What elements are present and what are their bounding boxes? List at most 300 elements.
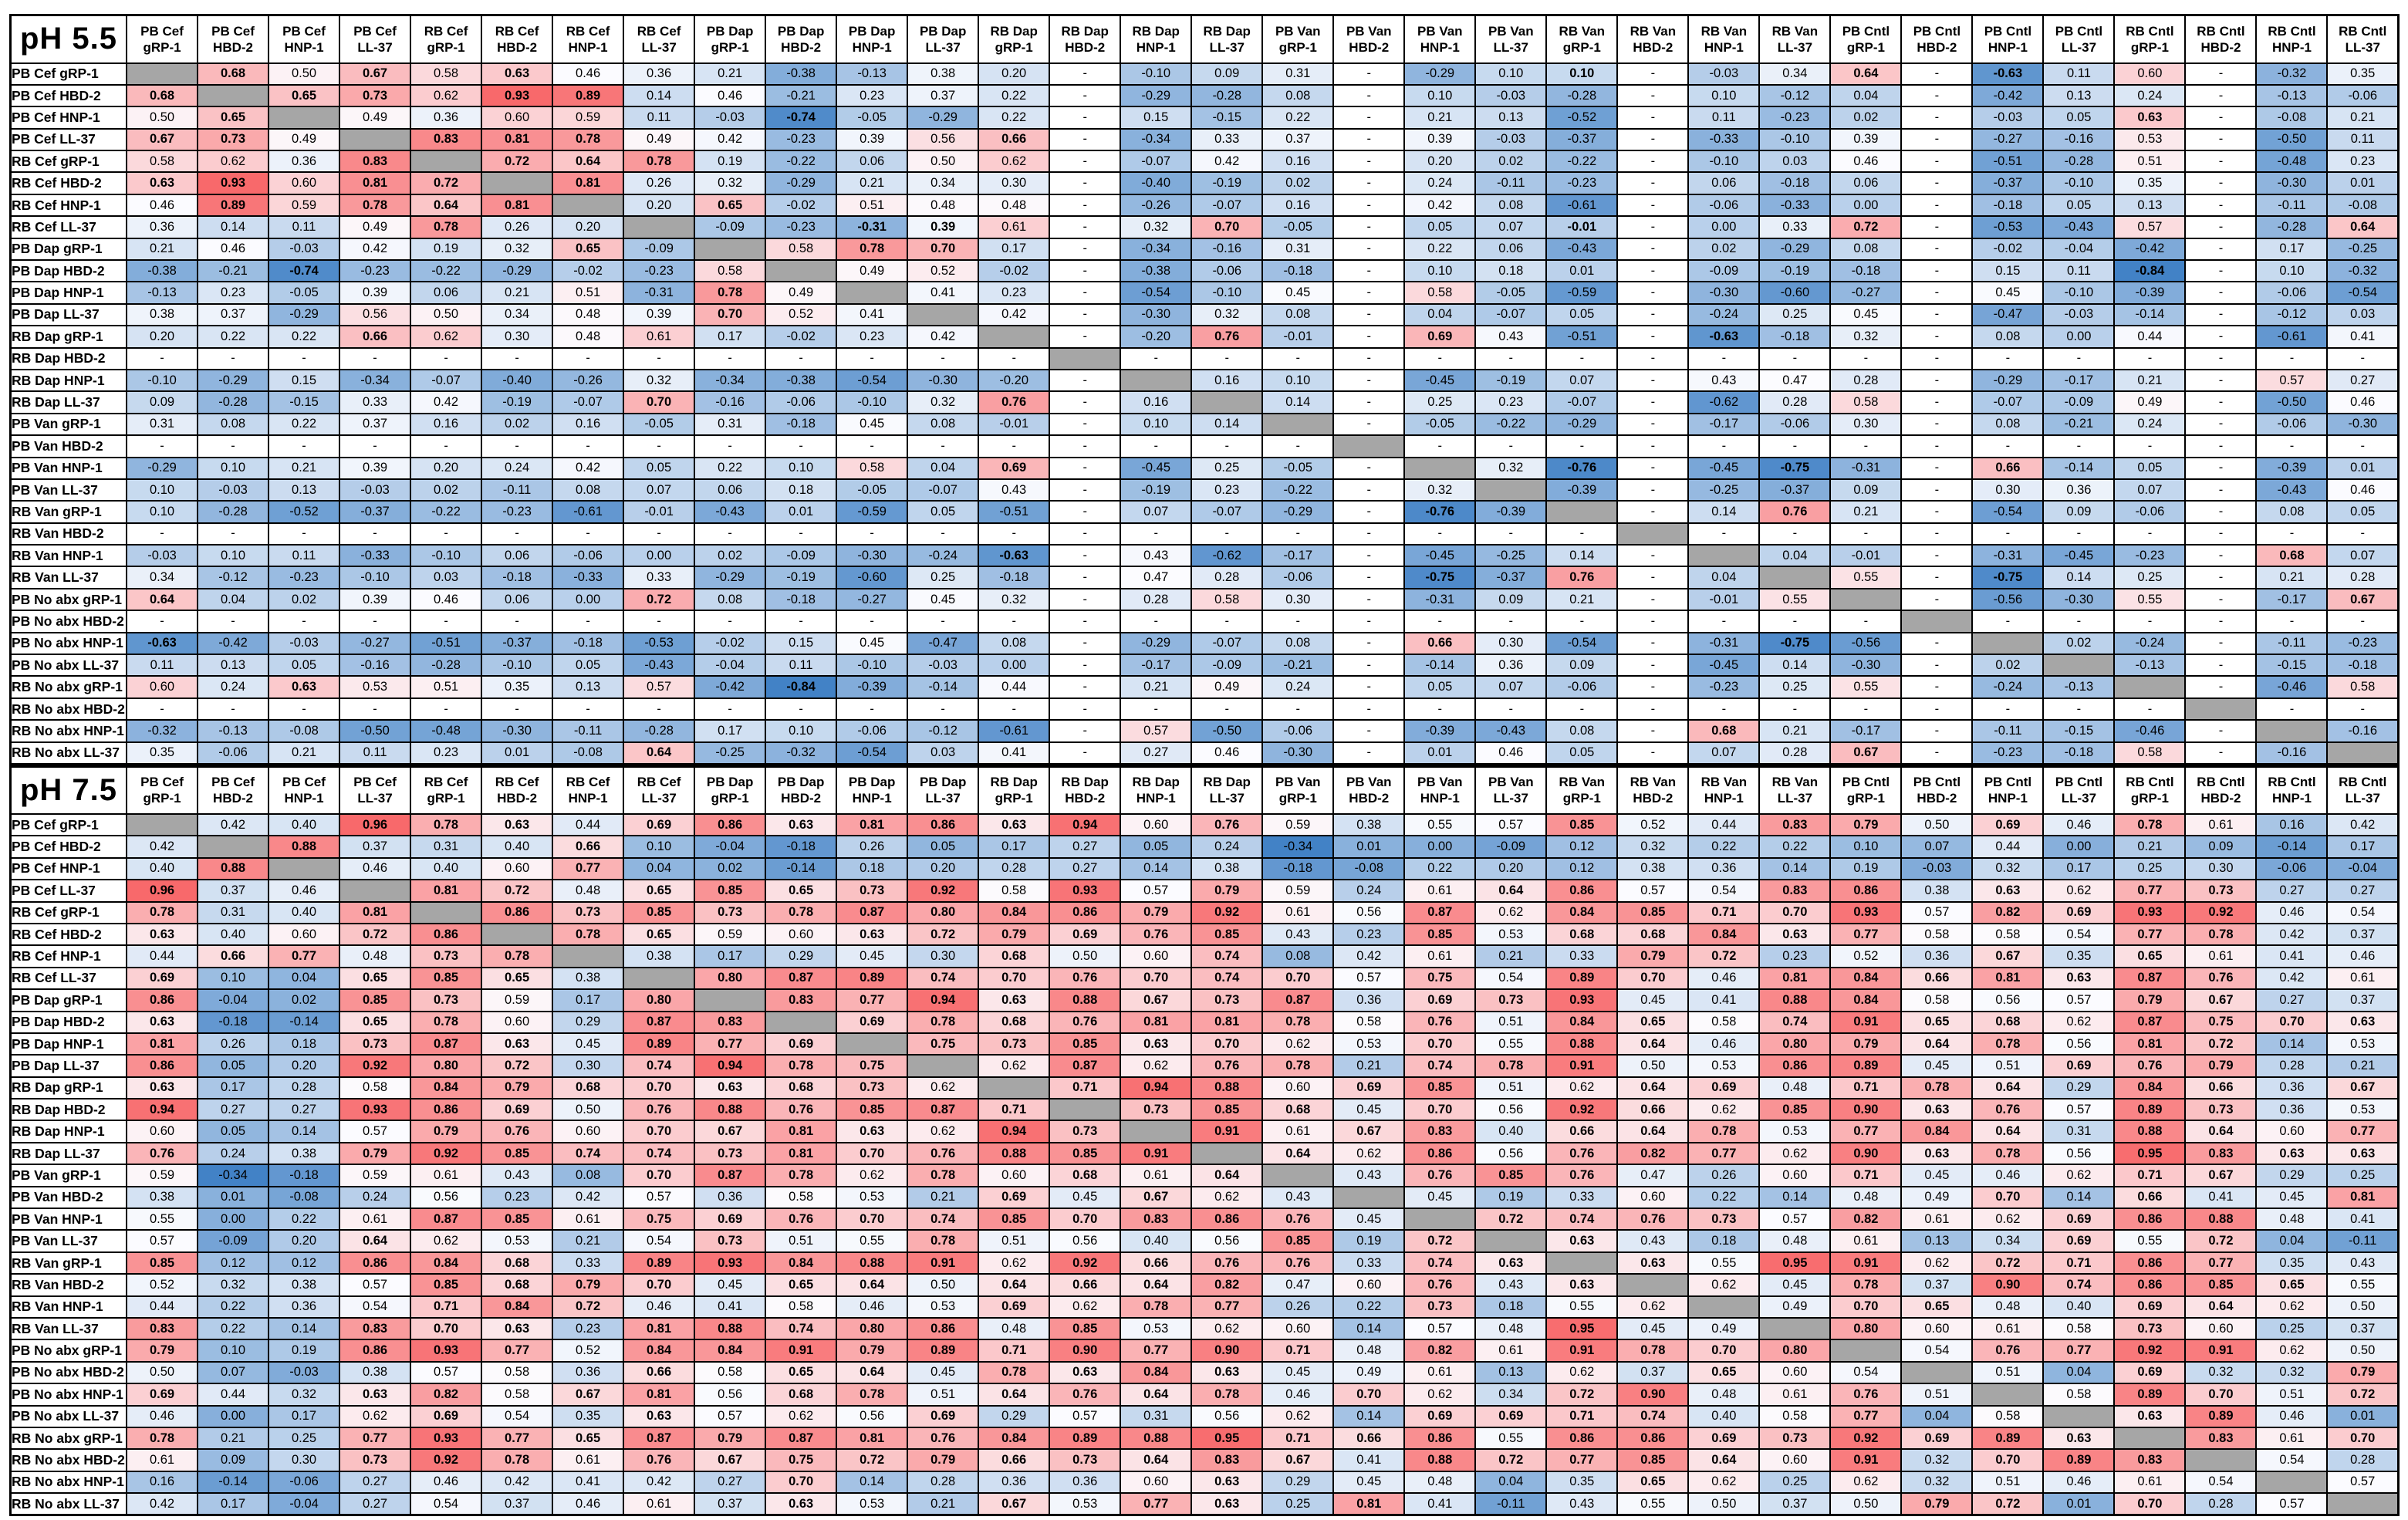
matrix-cell: 0.81: [1972, 968, 2043, 989]
matrix-cell: -0.56: [1972, 589, 2043, 610]
matrix-cell: -: [481, 698, 552, 720]
matrix-cell: -0.32: [2256, 63, 2327, 85]
matrix-cell: 0.36: [2256, 1099, 2327, 1120]
matrix-cell: 0.28: [2327, 566, 2398, 588]
matrix-cell: 0.42: [1191, 150, 1262, 172]
matrix-cell: 0.42: [623, 1471, 694, 1493]
col-header-pb-cntl-grp-1: PB Cntl gRP-1: [1830, 15, 1901, 63]
matrix-cell: 0.30: [268, 1449, 339, 1471]
matrix-cell: 0.45: [2256, 1187, 2327, 1208]
row-label: PB Cef HNP-1: [11, 106, 127, 128]
matrix-cell: 0.63: [836, 924, 907, 945]
matrix-cell: 0.46: [410, 1471, 481, 1493]
matrix-cell: -0.45: [1404, 545, 1475, 566]
matrix-cell: 0.46: [2256, 1406, 2327, 1427]
matrix-cell: -: [1617, 610, 1688, 632]
matrix-cell: -: [1901, 414, 1972, 435]
matrix-cell: 0.89: [836, 968, 907, 989]
matrix-cell: 0.13: [552, 676, 623, 698]
matrix-cell: 0.64: [1688, 1449, 1759, 1471]
matrix-cell: 0.46: [198, 238, 268, 260]
matrix-cell: 0.88: [1191, 1077, 1262, 1099]
matrix-cell: 0.23: [1191, 479, 1262, 501]
matrix-cell: 0.42: [410, 391, 481, 413]
matrix-cell: 0.62: [2043, 1164, 2114, 1186]
matrix-cell: 0.78: [978, 1362, 1049, 1383]
matrix-cell: -0.29: [1120, 85, 1191, 106]
matrix-cell: -0.09: [765, 545, 836, 566]
matrix-cell: 0.21: [1830, 501, 1901, 522]
matrix-cell: 0.19: [694, 150, 765, 172]
matrix-cell: -: [2043, 435, 2114, 457]
matrix-row: [11, 391, 2399, 413]
matrix-cell: [1617, 523, 1688, 545]
matrix-cell: 0.62: [1191, 1318, 1262, 1339]
row-label: PB Van LL-37: [11, 479, 127, 501]
matrix-cell: 0.36: [1688, 858, 1759, 880]
matrix-cell: -0.84: [765, 676, 836, 698]
matrix-cell: 0.46: [1688, 1033, 1759, 1055]
matrix-cell: 0.61: [1830, 1230, 1901, 1251]
matrix-cell: -: [623, 435, 694, 457]
matrix-cell: [1759, 1318, 1830, 1339]
matrix-cell: 0.76: [907, 1143, 978, 1164]
matrix-cell: 0.63: [127, 924, 198, 945]
matrix-cell: 0.76: [1191, 1055, 1262, 1076]
matrix-cell: -: [1333, 501, 1404, 522]
matrix-cell: 0.61: [1262, 1120, 1333, 1142]
matrix-cell: -: [1759, 348, 1830, 370]
matrix-cell: 0.36: [623, 63, 694, 85]
matrix-cell: -0.06: [2256, 414, 2327, 435]
matrix-cell: 0.64: [1120, 1383, 1191, 1405]
matrix-cell: 0.92: [1546, 1099, 1617, 1120]
matrix-cell: 0.36: [410, 106, 481, 128]
matrix-cell: -0.22: [1546, 150, 1617, 172]
matrix-cell: 0.02: [1972, 654, 2043, 676]
matrix-cell: -: [1617, 501, 1688, 522]
matrix-cell: 0.57: [694, 1406, 765, 1427]
col-header-pb-van-ll-37: PB Van LL-37: [1475, 15, 1546, 63]
matrix-cell: 0.07: [198, 1362, 268, 1383]
matrix-cell: 0.70: [836, 1143, 907, 1164]
matrix-cell: -0.39: [2114, 282, 2185, 303]
matrix-cell: 0.44: [1972, 836, 2043, 857]
matrix-cell: 0.43: [1262, 924, 1333, 945]
matrix-cell: [1333, 1187, 1404, 1208]
matrix-cell: 0.66: [1617, 1099, 1688, 1120]
matrix-cell: 0.22: [1333, 1296, 1404, 1318]
matrix-cell: -: [1617, 238, 1688, 260]
matrix-cell: 0.01: [2327, 458, 2398, 479]
matrix-cell: 0.08: [552, 479, 623, 501]
matrix-cell: 0.22: [1688, 836, 1759, 857]
matrix-cell: 0.20: [1475, 858, 1546, 880]
matrix-row: [11, 742, 2399, 764]
matrix-cell: 0.58: [127, 150, 198, 172]
matrix-cell: 0.26: [1688, 1164, 1759, 1186]
matrix-cell: 0.76: [1617, 1208, 1688, 1230]
matrix-cell: -: [1688, 610, 1759, 632]
matrix-cell: -: [552, 610, 623, 632]
matrix-cell: 0.05: [907, 501, 978, 522]
matrix-cell: -0.08: [2327, 194, 2398, 216]
row-label: RB Dap HNP-1: [11, 1120, 127, 1142]
matrix-row: [11, 1318, 2399, 1339]
matrix-cell: 0.10: [765, 458, 836, 479]
matrix-cell: 0.51: [978, 1230, 1049, 1251]
matrix-cell: 0.41: [978, 742, 1049, 764]
matrix-cell: 0.53: [1688, 1055, 1759, 1076]
matrix-cell: 0.58: [694, 260, 765, 282]
matrix-cell: 0.71: [1546, 1406, 1617, 1427]
matrix-cell: 0.51: [2114, 150, 2185, 172]
matrix-cell: 0.84: [1688, 924, 1759, 945]
matrix-row: [11, 1449, 2399, 1471]
matrix-cell: 0.28: [1759, 742, 1830, 764]
matrix-cell: -0.25: [1688, 479, 1759, 501]
row-label: PB No abx HBD-2: [11, 610, 127, 632]
matrix-cell: 0.40: [1120, 1230, 1191, 1251]
matrix-cell: 0.67: [1830, 742, 1901, 764]
matrix-cell: 0.54: [410, 1493, 481, 1515]
matrix-cell: 0.46: [2327, 479, 2398, 501]
matrix-cell: -0.28: [1546, 85, 1617, 106]
matrix-cell: 0.64: [2185, 1296, 2256, 1318]
matrix-cell: 0.23: [198, 282, 268, 303]
matrix-cell: 0.28: [1191, 566, 1262, 588]
matrix-cell: 0.14: [1759, 654, 1830, 676]
matrix-cell: 0.04: [2256, 1230, 2327, 1251]
matrix-cell: -0.30: [1120, 304, 1191, 326]
matrix-cell: -: [2185, 194, 2256, 216]
matrix-cell: 0.84: [1120, 1362, 1191, 1383]
matrix-cell: 0.80: [836, 1318, 907, 1339]
matrix-cell: 0.78: [1262, 1012, 1333, 1033]
matrix-row: [11, 326, 2399, 347]
matrix-cell: 0.08: [907, 414, 978, 435]
matrix-cell: -0.03: [694, 106, 765, 128]
matrix-cell: 0.57: [1120, 720, 1191, 741]
matrix-cell: [694, 238, 765, 260]
matrix-cell: -: [2114, 610, 2185, 632]
matrix-cell: -0.61: [2256, 326, 2327, 347]
matrix-cell: 0.71: [978, 1339, 1049, 1361]
matrix-cell: -: [1901, 326, 1972, 347]
matrix-cell: -: [1262, 348, 1333, 370]
matrix-cell: -: [1333, 654, 1404, 676]
matrix-cell: -0.07: [1191, 501, 1262, 522]
matrix-cell: 0.70: [1830, 1296, 1901, 1318]
matrix-cell: -: [1617, 391, 1688, 413]
matrix-cell: [1333, 435, 1404, 457]
matrix-cell: -: [1617, 63, 1688, 85]
matrix-cell: 0.58: [765, 238, 836, 260]
matrix-cell: 0.79: [978, 924, 1049, 945]
matrix-cell: 0.58: [1688, 1012, 1759, 1033]
matrix-cell: -: [127, 610, 198, 632]
matrix-cell: -: [1333, 370, 1404, 391]
matrix-cell: 0.65: [1901, 1012, 1972, 1033]
matrix-cell: 0.69: [481, 1099, 552, 1120]
row-label: RB Van gRP-1: [11, 501, 127, 522]
matrix-cell: -0.10: [836, 654, 907, 676]
matrix-cell: 0.87: [410, 1033, 481, 1055]
matrix-cell: -: [2185, 654, 2256, 676]
matrix-cell: 0.25: [1404, 391, 1475, 413]
row-label: RB No abx LL-37: [11, 1493, 127, 1515]
matrix-cell: 0.86: [907, 1318, 978, 1339]
matrix-cell: [1404, 458, 1475, 479]
matrix-row: [11, 260, 2399, 282]
matrix-row: [11, 479, 2399, 501]
matrix-cell: -: [198, 435, 268, 457]
matrix-cell: 0.16: [127, 1471, 198, 1493]
matrix-cell: 0.86: [410, 924, 481, 945]
matrix-cell: 0.38: [1617, 858, 1688, 880]
matrix-cell: 0.69: [410, 1406, 481, 1427]
matrix-cell: -: [1901, 172, 1972, 194]
matrix-cell: 0.87: [1049, 1055, 1120, 1076]
matrix-cell: 0.46: [836, 1296, 907, 1318]
matrix-cell: -: [836, 610, 907, 632]
matrix-cell: 0.94: [907, 989, 978, 1011]
matrix-cell: 0.77: [1546, 1449, 1617, 1471]
matrix-cell: 0.63: [481, 814, 552, 836]
matrix-cell: -: [836, 523, 907, 545]
matrix-cell: 0.53: [481, 1230, 552, 1251]
matrix-cell: 0.56: [1972, 989, 2043, 1011]
matrix-cell: -0.26: [552, 370, 623, 391]
matrix-cell: 0.46: [410, 589, 481, 610]
col-header-pb-van-grp-1: PB Van gRP-1: [1262, 15, 1333, 63]
matrix-cell: 0.50: [1901, 814, 1972, 836]
matrix-cell: 0.36: [552, 1362, 623, 1383]
matrix-cell: 0.26: [623, 172, 694, 194]
matrix-cell: 0.69: [1404, 989, 1475, 1011]
matrix-cell: 0.50: [127, 106, 198, 128]
matrix-cell: -0.09: [1475, 836, 1546, 857]
matrix-cell: 0.43: [978, 479, 1049, 501]
matrix-cell: 0.17: [198, 1077, 268, 1099]
matrix-cell: -: [765, 610, 836, 632]
matrix-cell: -: [2185, 742, 2256, 764]
matrix-cell: 0.77: [2185, 1252, 2256, 1274]
matrix-cell: 0.22: [268, 1208, 339, 1230]
matrix-cell: -0.02: [765, 326, 836, 347]
matrix-cell: -0.54: [2327, 282, 2398, 303]
matrix-cell: 0.73: [410, 945, 481, 967]
matrix-cell: 0.21: [2114, 370, 2185, 391]
matrix-cell: 0.34: [481, 304, 552, 326]
matrix-cell: 0.73: [2185, 880, 2256, 901]
matrix-cell: 0.84: [481, 1296, 552, 1318]
matrix-cell: 0.84: [2114, 1077, 2185, 1099]
matrix-cell: 0.48: [907, 194, 978, 216]
matrix-cell: 0.12: [198, 1252, 268, 1274]
row-label: PB Van LL-37: [11, 1230, 127, 1251]
matrix-cell: 0.76: [765, 1208, 836, 1230]
matrix-cell: 0.75: [765, 1449, 836, 1471]
matrix-cell: 0.60: [1759, 1164, 1830, 1186]
matrix-cell: -0.28: [2043, 150, 2114, 172]
matrix-cell: 0.62: [1475, 902, 1546, 924]
matrix-cell: 0.73: [2114, 1318, 2185, 1339]
matrix-cell: -: [1333, 194, 1404, 216]
matrix-row: [11, 1296, 2399, 1318]
matrix-cell: 0.41: [907, 282, 978, 303]
col-header-pb-van-hnp-1: PB Van HNP-1: [1404, 15, 1475, 63]
matrix-cell: 0.51: [765, 1230, 836, 1251]
matrix-cell: -: [1617, 435, 1688, 457]
matrix-cell: -: [2185, 260, 2256, 282]
matrix-cell: 0.06: [481, 545, 552, 566]
matrix-cell: -: [1049, 589, 1120, 610]
matrix-cell: 0.63: [127, 1012, 198, 1033]
matrix-cell: 0.04: [623, 858, 694, 880]
matrix-cell: -: [198, 698, 268, 720]
row-label: RB Van HNP-1: [11, 545, 127, 566]
matrix-row: [11, 435, 2399, 457]
matrix-cell: [1901, 1362, 1972, 1383]
matrix-row: [11, 414, 2399, 435]
matrix-cell: -0.01: [1262, 326, 1333, 347]
matrix-cell: 0.04: [1475, 1471, 1546, 1493]
matrix-cell: 0.57: [623, 1187, 694, 1208]
matrix-cell: -: [836, 698, 907, 720]
matrix-cell: 0.67: [2327, 1077, 2398, 1099]
matrix-cell: -0.06: [2114, 501, 2185, 522]
matrix-cell: 0.24: [1333, 880, 1404, 901]
matrix-cell: 0.50: [907, 1274, 978, 1295]
matrix-cell: -0.01: [623, 501, 694, 522]
matrix-cell: 0.64: [1901, 1033, 1972, 1055]
matrix-cell: -0.84: [2114, 260, 2185, 282]
matrix-cell: [1901, 610, 1972, 632]
matrix-cell: 0.83: [1404, 1120, 1475, 1142]
matrix-cell: [1546, 1252, 1617, 1274]
matrix-cell: 0.78: [907, 1230, 978, 1251]
matrix-cell: -: [1617, 566, 1688, 588]
matrix-cell: 0.70: [694, 304, 765, 326]
matrix-cell: 0.78: [127, 902, 198, 924]
matrix-cell: 0.26: [198, 1033, 268, 1055]
matrix-cell: 0.87: [1404, 902, 1475, 924]
matrix-cell: 0.05: [1120, 836, 1191, 857]
matrix-cell: 0.73: [978, 1033, 1049, 1055]
matrix-cell: -0.23: [1688, 676, 1759, 698]
matrix-cell: -: [1901, 216, 1972, 238]
matrix-cell: 0.25: [268, 1427, 339, 1449]
matrix-cell: 0.33: [552, 1252, 623, 1274]
row-label: PB Dap HNP-1: [11, 1033, 127, 1055]
matrix-cell: 0.51: [552, 282, 623, 303]
matrix-cell: -: [2185, 414, 2256, 435]
matrix-cell: 0.20: [552, 216, 623, 238]
matrix-cell: -0.18: [481, 566, 552, 588]
matrix-cell: 0.67: [2327, 589, 2398, 610]
matrix-cell: -: [1262, 435, 1333, 457]
matrix-cell: 0.35: [2043, 945, 2114, 967]
matrix-cell: 0.73: [198, 129, 268, 150]
matrix-cell: 0.32: [268, 1383, 339, 1405]
matrix-cell: 0.58: [694, 1362, 765, 1383]
matrix-cell: 0.76: [2114, 1055, 2185, 1076]
row-label: PB No abx gRP-1: [11, 1339, 127, 1361]
matrix-cell: 0.13: [268, 479, 339, 501]
matrix-cell: -: [1333, 106, 1404, 128]
matrix-cell: 0.85: [1049, 1033, 1120, 1055]
matrix-cell: 0.86: [2114, 1208, 2185, 1230]
matrix-cell: 0.59: [127, 1164, 198, 1186]
matrix-cell: 0.24: [2114, 414, 2185, 435]
matrix-cell: -0.10: [1688, 150, 1759, 172]
matrix-cell: 0.65: [552, 1427, 623, 1449]
matrix-cell: 0.77: [2043, 1339, 2114, 1361]
matrix-cell: -: [1972, 610, 2043, 632]
matrix-row: [11, 1208, 2399, 1230]
matrix-cell: 0.78: [1475, 1055, 1546, 1076]
matrix-cell: 0.89: [2043, 1449, 2114, 1471]
matrix-cell: 0.10: [1830, 836, 1901, 857]
matrix-cell: -: [1759, 698, 1830, 720]
matrix-cell: 0.00: [1830, 194, 1901, 216]
matrix-cell: 0.70: [1972, 1187, 2043, 1208]
matrix-cell: -: [198, 348, 268, 370]
matrix-cell: 0.84: [1546, 902, 1617, 924]
matrix-cell: 0.44: [2114, 326, 2185, 347]
matrix-cell: -: [1333, 698, 1404, 720]
matrix-cell: 0.42: [2256, 968, 2327, 989]
matrix-cell: 0.47: [1120, 566, 1191, 588]
matrix-cell: 0.04: [2043, 1362, 2114, 1383]
matrix-cell: 0.22: [1262, 106, 1333, 128]
matrix-cell: -0.08: [1333, 858, 1404, 880]
matrix-cell: 0.61: [2185, 945, 2256, 967]
matrix-cell: 0.10: [1404, 85, 1475, 106]
matrix-cell: -0.63: [127, 633, 198, 654]
matrix-row: [11, 458, 2399, 479]
matrix-cell: 0.63: [2043, 1427, 2114, 1449]
matrix-cell: 0.78: [1191, 1383, 1262, 1405]
matrix-row: [11, 989, 2399, 1011]
matrix-cell: -: [2185, 566, 2256, 588]
matrix-cell: 0.26: [1262, 1296, 1333, 1318]
matrix-cell: 0.91: [765, 1339, 836, 1361]
matrix-cell: -0.04: [268, 1493, 339, 1515]
matrix-cell: 0.21: [1759, 720, 1830, 741]
matrix-cell: -: [1333, 676, 1404, 698]
matrix-cell: 0.35: [2256, 1252, 2327, 1274]
matrix-cell: 0.37: [481, 1493, 552, 1515]
matrix-cell: 0.71: [2043, 1252, 2114, 1274]
row-label: RB Dap HNP-1: [11, 370, 127, 391]
matrix-cell: -0.04: [2043, 238, 2114, 260]
matrix-cell: 0.03: [907, 742, 978, 764]
matrix-cell: 0.52: [765, 304, 836, 326]
matrix-cell: -: [1333, 260, 1404, 282]
matrix-cell: 0.64: [2185, 1120, 2256, 1142]
matrix-cell: 0.81: [765, 1143, 836, 1164]
matrix-cell: 0.42: [198, 814, 268, 836]
matrix-cell: 0.66: [978, 129, 1049, 150]
matrix-cell: -: [2185, 610, 2256, 632]
matrix-cell: 0.87: [623, 1012, 694, 1033]
matrix-cell: 0.81: [481, 194, 552, 216]
matrix-cell: 0.44: [1688, 814, 1759, 836]
matrix-cell: -: [2185, 633, 2256, 654]
matrix-cell: -: [1617, 633, 1688, 654]
